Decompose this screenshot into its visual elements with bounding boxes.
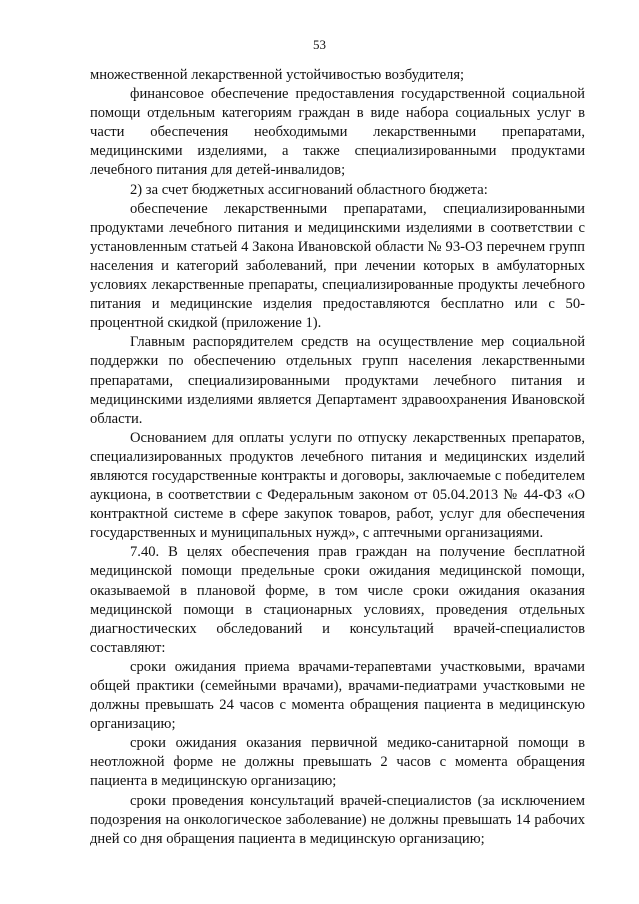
paragraph: сроки проведения консультаций врачей-специалистов (за исключением подозрения на онкологическое заболевание) не должны превышать 14 рабочих дней со дня обращения пациента в медицинскую организацию; [90,792,585,847]
paragraph: сроки ожидания оказания первичной медико-санитарной помощи в неотложной форме не должны превышать 2 часов с момента обращения пациента в медицинскую организацию; [90,735,585,790]
paragraph: 7.40. В целях обеспечения прав граждан на получение бесплатной медицинской помощи предельные сроки ожидания медицинской помощи, оказываемой в плановой форме, в том числе сроки ожидания оказания медицинской помощи в стационарных условиях, проведения отдельных диагностических обследований и консультаций врачей-специалистов составляют: [90,544,585,656]
paragraph: 2) за счет бюджетных ассигнований областного бюджета: [130,181,488,198]
paragraph: обеспечение лекарственными препаратами, специализированными продуктами лечебного питания и медицинскими изделиями в соответствии с установленным статьей 4 Закона Ивановской области № 93-ОЗ перечнем групп населения и категорий заболеваний, при лечении которых в амбулаторных условиях лекарственные препараты, специализированные продукты лечебного питания и медицинские изделия предоставляются бесплатно или с 50-процентной скидкой (приложение 1). [90,200,585,332]
page-number: 53 [313,37,326,52]
paragraph: Основанием для оплаты услуги по отпуску лекарственных препаратов, специализированных продуктов лечебного питания и медицинских изделий являются государственные контракты и договоры, заключаемые с победителем аукциона, в соответствии с Федеральным законом от 05.04.2013 № 44-ФЗ «О контрактной системе в сфере закупок товаров, работ, услуг для обеспечения государственных и муниципальных нужд», с аптечными организациями. [90,429,585,542]
paragraph: Главным распорядителем средств на осуществление мер социальной поддержки по обеспечению отдельных групп населения лекарственными препаратами, специализированными продуктами лечебного питания и медицинскими изделиями является Департамент здравоохранения Ивановской области. [90,334,585,427]
paragraph: финансовое обеспечение предоставления государственной социальной помощи отдельным категориям граждан в виде набора социальных услуг в части обеспечения необходимыми лекарственными препаратами, медицинскими изделиями, а также специализированными продуктами лечебного питания для детей-инвалидов; [90,86,585,179]
paragraph: сроки ожидания приема врачами-терапевтами участковыми, врачами общей практики (семейными врачами), врачами-педиатрами участковыми не должны превышать 24 часов с момента обращения пациента в медицинскую организацию; [90,658,585,733]
body-text [90,66,585,849]
paragraph: множественной лекарственной устойчивостью возбудителя; [90,67,465,83]
